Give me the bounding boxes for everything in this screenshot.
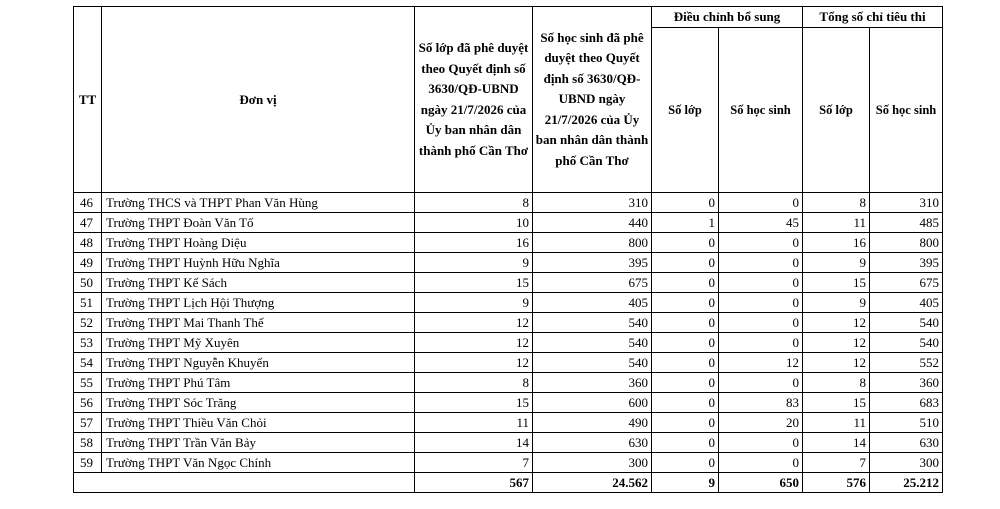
- cell-total-classes: 8: [803, 373, 870, 393]
- table-row: [74, 453, 943, 473]
- cell-adj-classes: 0: [652, 273, 719, 293]
- cell-approved-classes: 9: [415, 293, 533, 313]
- cell-approved-students: 310: [533, 193, 652, 213]
- table-row: [74, 253, 943, 273]
- cell-name: Trường THPT Văn Ngọc Chính: [102, 453, 415, 473]
- cell-tt: 56: [74, 393, 102, 413]
- cell-adj-students: 0: [719, 433, 803, 453]
- table-row: [74, 333, 943, 353]
- cell-approved-students: 675: [533, 273, 652, 293]
- cell-approved-classes: 8: [415, 193, 533, 213]
- header-approved-classes: Số lớp đã phê duyệt theo Quyết định số 3630/QĐ-UBND ngày 21/7/2026 của Ủy ban nhân dân thành phố Cần Thơ: [415, 7, 533, 193]
- cell-tt: 50: [74, 273, 102, 293]
- cell-total-students: 300: [870, 453, 943, 473]
- total-adj-students: 650: [719, 473, 803, 493]
- cell-adj-classes: 0: [652, 293, 719, 313]
- cell-adj-students: 0: [719, 273, 803, 293]
- cell-total-classes: 16: [803, 233, 870, 253]
- cell-approved-students: 800: [533, 233, 652, 253]
- table-row: [74, 433, 943, 453]
- cell-total-students: 405: [870, 293, 943, 313]
- cell-tt: 54: [74, 353, 102, 373]
- cell-total-classes: 9: [803, 253, 870, 273]
- cell-adj-students: 45: [719, 213, 803, 233]
- cell-approved-classes: 10: [415, 213, 533, 233]
- total-approved-classes: 567: [415, 473, 533, 493]
- cell-approved-classes: 16: [415, 233, 533, 253]
- cell-adj-classes: 0: [652, 453, 719, 473]
- cell-approved-students: 360: [533, 373, 652, 393]
- cell-adj-classes: 0: [652, 413, 719, 433]
- cell-approved-classes: 15: [415, 273, 533, 293]
- cell-total-classes: 15: [803, 273, 870, 293]
- cell-approved-classes: 7: [415, 453, 533, 473]
- cell-total-classes: 11: [803, 213, 870, 233]
- table-row: [74, 353, 943, 373]
- quota-table: [73, 6, 943, 493]
- total-classes: 576: [803, 473, 870, 493]
- cell-total-classes: 9: [803, 293, 870, 313]
- cell-total-classes: 15: [803, 393, 870, 413]
- cell-name: Trường THPT Sóc Trăng: [102, 393, 415, 413]
- table-row: [74, 273, 943, 293]
- cell-total-students: 485: [870, 213, 943, 233]
- cell-adj-classes: 0: [652, 313, 719, 333]
- cell-adj-classes: 0: [652, 393, 719, 413]
- cell-total-students: 510: [870, 413, 943, 433]
- cell-adj-classes: 0: [652, 193, 719, 213]
- cell-approved-classes: 8: [415, 373, 533, 393]
- cell-total-classes: 12: [803, 333, 870, 353]
- cell-name: Trường THPT Huỳnh Hữu Nghĩa: [102, 253, 415, 273]
- cell-tt: 48: [74, 233, 102, 253]
- cell-name: Trường THPT Mỹ Xuyên: [102, 333, 415, 353]
- cell-name: Trường THPT Kế Sách: [102, 273, 415, 293]
- cell-approved-students: 600: [533, 393, 652, 413]
- table-row: [74, 293, 943, 313]
- cell-adj-classes: 1: [652, 213, 719, 233]
- cell-total-students: 540: [870, 333, 943, 353]
- cell-total-students: 310: [870, 193, 943, 213]
- cell-adj-students: 20: [719, 413, 803, 433]
- table-body: [74, 193, 943, 473]
- table-row: [74, 413, 943, 433]
- cell-adj-students: 12: [719, 353, 803, 373]
- cell-adj-students: 0: [719, 293, 803, 313]
- cell-total-classes: 11: [803, 413, 870, 433]
- cell-total-students: 630: [870, 433, 943, 453]
- cell-approved-students: 405: [533, 293, 652, 313]
- cell-adj-classes: 0: [652, 333, 719, 353]
- header-adj-classes: Số lớp: [652, 28, 719, 193]
- cell-approved-classes: 11: [415, 413, 533, 433]
- cell-approved-students: 630: [533, 433, 652, 453]
- cell-tt: 53: [74, 333, 102, 353]
- header-total-classes: Số lớp: [803, 28, 870, 193]
- cell-name: Trường THPT Mai Thanh Thế: [102, 313, 415, 333]
- cell-total-students: 395: [870, 253, 943, 273]
- cell-name: Trường THPT Đoàn Văn Tố: [102, 213, 415, 233]
- cell-approved-students: 540: [533, 353, 652, 373]
- cell-name: Trường THPT Phú Tâm: [102, 373, 415, 393]
- cell-adj-students: 0: [719, 233, 803, 253]
- table-row: [74, 373, 943, 393]
- cell-total-classes: 12: [803, 313, 870, 333]
- cell-approved-students: 395: [533, 253, 652, 273]
- table-row: [74, 213, 943, 233]
- cell-tt: 49: [74, 253, 102, 273]
- cell-approved-classes: 15: [415, 393, 533, 413]
- cell-tt: 59: [74, 453, 102, 473]
- cell-total-students: 683: [870, 393, 943, 413]
- table-row: [74, 313, 943, 333]
- cell-approved-classes: 12: [415, 333, 533, 353]
- cell-total-classes: 7: [803, 453, 870, 473]
- cell-adj-classes: 0: [652, 433, 719, 453]
- header-total-students: Số học sinh: [870, 28, 943, 193]
- cell-approved-classes: 14: [415, 433, 533, 453]
- cell-total-classes: 8: [803, 193, 870, 213]
- cell-name: Trường THPT Thiều Văn Chỏi: [102, 413, 415, 433]
- cell-adj-students: 0: [719, 313, 803, 333]
- table-row: [74, 233, 943, 253]
- cell-name: Trường THPT Hoàng Diệu: [102, 233, 415, 253]
- header-total-quota: Tổng số chỉ tiêu thi: [803, 7, 943, 28]
- cell-name: Trường THPT Lịch Hội Thượng: [102, 293, 415, 313]
- header-don-vi: Đơn vị: [102, 7, 415, 193]
- cell-tt: 51: [74, 293, 102, 313]
- total-approved-students: 24.562: [533, 473, 652, 493]
- header-adj-students: Số học sinh: [719, 28, 803, 193]
- cell-total-students: 552: [870, 353, 943, 373]
- cell-name: Trường THPT Trần Văn Bảy: [102, 433, 415, 453]
- header-tt: TT: [74, 7, 102, 193]
- cell-total-students: 360: [870, 373, 943, 393]
- cell-adj-students: 0: [719, 193, 803, 213]
- cell-adj-students: 0: [719, 333, 803, 353]
- total-row: [74, 473, 943, 493]
- cell-approved-classes: 12: [415, 313, 533, 333]
- cell-adj-students: 83: [719, 393, 803, 413]
- cell-adj-students: 0: [719, 453, 803, 473]
- header-adjustment: Điều chỉnh bổ sung: [652, 7, 803, 28]
- total-adj-classes: 9: [652, 473, 719, 493]
- cell-total-students: 675: [870, 273, 943, 293]
- cell-tt: 55: [74, 373, 102, 393]
- cell-tt: 52: [74, 313, 102, 333]
- cell-approved-students: 540: [533, 313, 652, 333]
- cell-approved-students: 300: [533, 453, 652, 473]
- cell-adj-classes: 0: [652, 353, 719, 373]
- cell-name: Trường THPT Nguyễn Khuyến: [102, 353, 415, 373]
- cell-total-classes: 14: [803, 433, 870, 453]
- table-row: [74, 393, 943, 413]
- cell-tt: 47: [74, 213, 102, 233]
- total-label-cell: [74, 473, 415, 493]
- cell-approved-students: 490: [533, 413, 652, 433]
- cell-total-students: 800: [870, 233, 943, 253]
- cell-total-students: 540: [870, 313, 943, 333]
- cell-adj-students: 0: [719, 253, 803, 273]
- cell-approved-classes: 12: [415, 353, 533, 373]
- cell-tt: 46: [74, 193, 102, 213]
- cell-total-classes: 12: [803, 353, 870, 373]
- total-students: 25.212: [870, 473, 943, 493]
- header-approved-students: Số học sinh đã phê duyệt theo Quyết định số 3630/QĐ-UBND ngày 21/7/2026 của Ủy ban nhân dân thành phố Cần Thơ: [533, 7, 652, 193]
- cell-adj-classes: 0: [652, 253, 719, 273]
- table-row: [74, 193, 943, 213]
- cell-approved-students: 540: [533, 333, 652, 353]
- cell-adj-classes: 0: [652, 233, 719, 253]
- cell-approved-students: 440: [533, 213, 652, 233]
- cell-approved-classes: 9: [415, 253, 533, 273]
- cell-name: Trường THCS và THPT Phan Văn Hùng: [102, 193, 415, 213]
- cell-tt: 58: [74, 433, 102, 453]
- cell-adj-students: 0: [719, 373, 803, 393]
- cell-tt: 57: [74, 413, 102, 433]
- cell-adj-classes: 0: [652, 373, 719, 393]
